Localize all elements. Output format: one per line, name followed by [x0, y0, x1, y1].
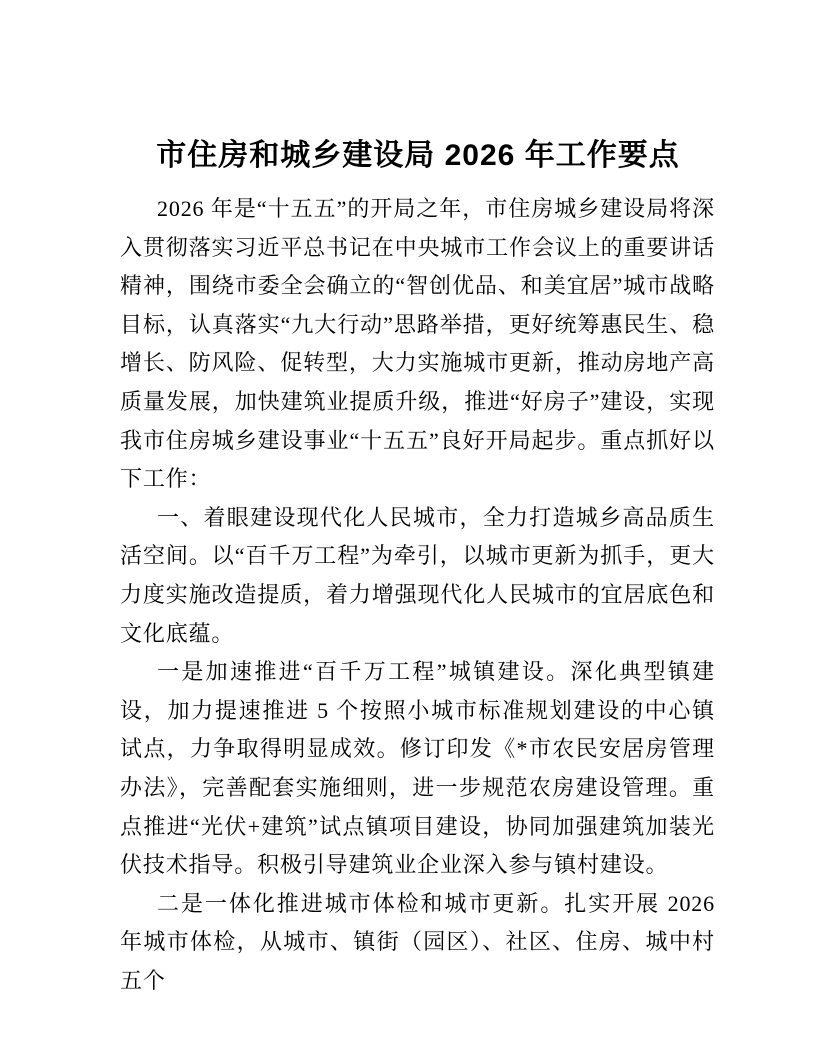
document-body	[120, 190, 715, 1000]
paragraph-section-one-heading: 一、着眼建设现代化人民城市，全力打造城乡高品质生活空间。以“百千万工程”为牵引，以城市更新为抓手，更大力度实施改造提质，着力增强现代化人民城市的宜居底色和文化底蕴。	[120, 504, 715, 646]
document-title: 市住房和城乡建设局 2026 年工作要点	[156, 139, 680, 172]
paragraph-item-two: 二是一体化推进城市体检和城市更新。扎实开展 2026 年城市体检，从城市、镇街（园区）、社区、住房、城中村五个	[120, 890, 715, 993]
paragraph-item-one: 一是加速推进“百千万工程”城镇建设。深化典型镇建设，加力提速推进 5 个按照小城市标准规划建设的中心镇试点，力争取得明显成效。修订印发《*市农民安居房管理办法》，完善配套实施细则，进一步规范农房建设管理。重点推进“光伏+建筑”试点镇项目建设，协同加强建筑加装光伏技术指导。积极引导建筑业企业深入参与镇村建设。	[120, 659, 715, 878]
paragraph-intro: 2026 年是“十五五”的开局之年，市住房城乡建设局将深入贯彻落实习近平总书记在中央城市工作会议上的重要讲话精神，围绕市委全会确立的“智创优品、和美宜居”城市战略目标，认真落实“九大行动”思路举措，更好统筹惠民生、稳增长、防风险、促转型，大力实施城市更新，推动房地产高质量发展，加快建筑业提质升级，推进“好房子”建设，实现我市住房城乡建设事业“十五五”良好开局起步。重点抓好以下工作：	[120, 196, 715, 492]
